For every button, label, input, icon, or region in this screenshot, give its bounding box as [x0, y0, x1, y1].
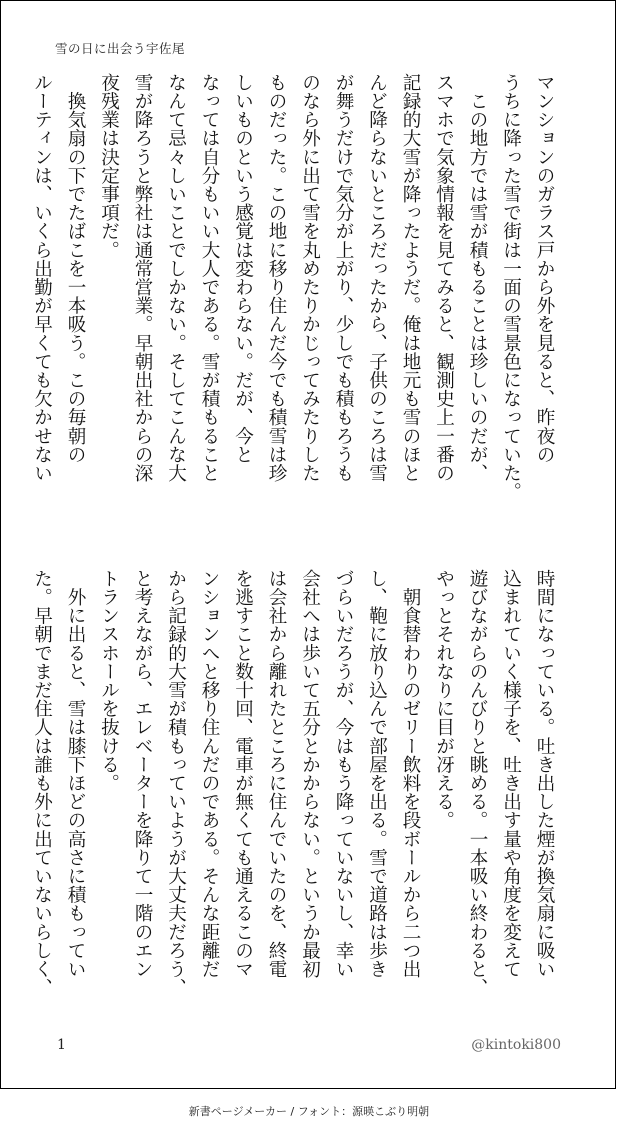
text-block-bottom — [31, 569, 561, 1029]
text-column: なっては自分もいい大人である。雪が積もること — [199, 73, 220, 483]
text-column: ルーティンは、いくら出勤が早くても欠かせない — [31, 73, 53, 483]
text-column: のなら外に出て雪を丸めたりかじってみたりした — [299, 73, 321, 483]
text-block-top — [31, 73, 561, 528]
text-column: スマホで気象情報を見てみると、観測史上一番の — [433, 73, 455, 483]
text-column: ンションへと移り住んだのである。そんな距離だ — [199, 569, 220, 979]
text-column: この地方では雪が積もることは珍しいのだが、 — [467, 73, 488, 483]
footer-credit: 新書ページメーカー / フォント：源暎こぶり明朝 — [188, 1105, 430, 1118]
text-column: トランスホールを抜ける。 — [98, 569, 120, 793]
text-column: しいものという感覚は変わらない。だが、今と — [232, 73, 254, 464]
text-column: 雪が降ろうと弊社は通常営業。早朝出社からの深 — [132, 73, 153, 483]
text-column: マンションのガラス戸から外を見ると、昨夜の — [534, 73, 555, 464]
text-column: うちに降った雪で街は一面の雪景色になっていた。 — [500, 73, 522, 501]
text-column: を逃すこと数十回、電車が無くても通えるこのマ — [232, 569, 254, 979]
text-column: なんて忌々しいことでしかない。そしてこんな大 — [165, 73, 187, 483]
text-column: 換気扇の下でたばこを一本吸う。この毎朝の — [65, 73, 86, 464]
text-column: んど降らないところだったから、子供のころは雪 — [366, 73, 388, 483]
text-column: し、鞄に放り込んで部屋を出る。雪で道路は歩き — [366, 569, 388, 979]
text-column: 時間になっている。吐き出した煙が換気扇に吸い — [534, 569, 555, 979]
text-column: 記録的大雪が降ったようだ。俺は地元も雪のほと — [400, 73, 421, 483]
text-column: と考えながら、エレベーターを降りて一階のエン — [132, 569, 153, 979]
text-column: づらいだろうが、今はもう降っていないし、幸い — [333, 569, 354, 979]
page-number: 1 — [57, 1037, 66, 1053]
header-title: 雪の日に出会う宇佐尾 — [55, 41, 186, 56]
text-column: た。早朝でまだ住人は誰も外に出ていないらしく、 — [31, 569, 53, 997]
text-column: 外に出ると、雪は膝下ほどの高さに積もってい — [65, 569, 86, 979]
text-column: が舞うだけで気分が上がり、少しでも積もろうも — [333, 73, 354, 483]
author-handle: @kintoki800 — [471, 1037, 561, 1053]
text-column: 会社へは歩いて五分とかからない。というか最初 — [299, 569, 321, 979]
text-column: 遊びながらのんびりと眺める。一本吸い終わると、 — [467, 569, 488, 997]
text-column: やっとそれなりに目が冴える。 — [433, 569, 455, 830]
text-column: 夜残業は決定事項だ。 — [98, 73, 120, 259]
text-column: 込まれていく様子を、吐き出す量や角度を変えて — [500, 569, 522, 979]
text-column: は会社から離れたところに住んでいたのを、終電 — [266, 569, 287, 979]
text-column: から記録的大雪が積もっていようが大丈夫だろう、 — [165, 569, 187, 997]
text-column: ものだった。この地に移り住んだ今でも積雪は珍 — [266, 73, 287, 483]
text-column: 朝食替わりのゼリー飲料を段ボールから二つ出 — [400, 569, 421, 979]
